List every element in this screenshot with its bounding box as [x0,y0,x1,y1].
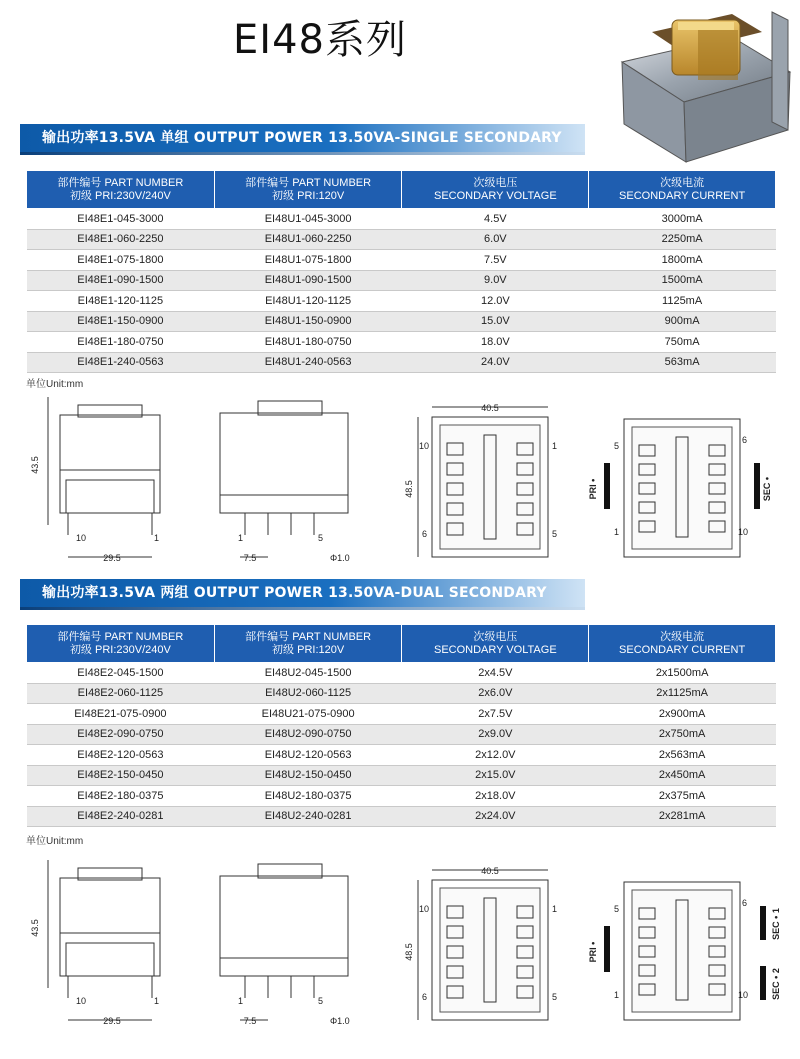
top-view [404,866,557,1020]
cell-voltage: 2x15.0V [402,765,589,786]
section-heading-single: 输出功率13.5VA 单组 OUTPUT POWER 13.50VA-SINGLE SECONDARY [20,124,585,152]
pitch-dimension: 7.5 [243,553,257,563]
unit-note: 单位Unit:mm [26,379,84,390]
cell-voltage: 24.0V [402,352,589,373]
top-pin-1: 1 [552,441,558,451]
col-header-voltage: 次级电压 SECONDARY VOLTAGE [402,625,589,663]
height-dimension: 43.5 [30,919,40,937]
table-row [27,683,776,704]
unit-note: 单位Unit:mm [26,836,84,847]
top-height-dimension: 48.5 [404,480,414,498]
schem-pin-6: 6 [742,898,748,908]
top-width-dimension: 40.5 [481,403,499,413]
cell-part-120: EI48U21-075-0900 [214,704,402,725]
cell-part-120: EI48U1-045-3000 [214,209,402,230]
cell-voltage: 2x6.0V [402,683,589,704]
cell-part-120: EI48U2-060-1125 [214,683,402,704]
schematic [588,882,781,1020]
cell-current: 900mA [589,311,776,332]
col-header-part-230: 部件编号 PART NUMBER 初级 PRI:230V/240V [27,625,215,663]
cell-part-120: EI48U2-180-0375 [214,786,402,807]
cell-part-230: EI48E2-090-0750 [27,724,215,745]
table-row [27,229,776,250]
page-title: EI48系列 [233,17,407,63]
table-row [27,250,776,271]
cell-part-120: EI48U1-075-1800 [214,250,402,271]
cell-part-230: EI48E21-075-0900 [27,704,215,725]
secondary-1-label: SEC • 1 [771,908,781,940]
top-pin-1: 1 [552,904,558,914]
col-header-current: 次级电流 SECONDARY CURRENT [589,625,776,663]
primary-terminal-bar [604,926,610,972]
height-dimension: 43.5 [30,456,40,474]
secondary-2-terminal-bar [760,966,766,1000]
spec-table-single [26,170,776,373]
cell-part-120: EI48U1-180-0750 [214,332,402,353]
cell-voltage: 2x4.5V [402,663,589,684]
cell-part-120: EI48U2-090-0750 [214,724,402,745]
cell-part-230: EI48E1-045-3000 [27,209,215,230]
cell-voltage: 2x18.0V [402,786,589,807]
cell-part-230: EI48E1-150-0900 [27,311,215,332]
primary-terminal-bar [604,463,610,509]
cell-voltage: 18.0V [402,332,589,353]
cell-voltage: 2x24.0V [402,806,589,827]
top-pin-10: 10 [419,904,430,914]
schematic [588,419,772,557]
side-view-left [30,860,160,1026]
col-header-part-230: 部件编号 PART NUMBER 初级 PRI:230V/240V [27,171,215,209]
table-row [27,270,776,291]
table-row [27,352,776,373]
secondary-1-terminal-bar [760,906,766,940]
cell-current: 3000mA [589,209,776,230]
top-view [404,403,557,557]
table-row [27,724,776,745]
cell-current: 2x900mA [589,704,776,725]
table-row [27,291,776,312]
top-width-dimension: 40.5 [481,866,499,876]
cell-current: 2x450mA [589,765,776,786]
cell-voltage: 12.0V [402,291,589,312]
cell-part-230: EI48E2-060-1125 [27,683,215,704]
cell-current: 2x563mA [589,745,776,766]
cell-voltage: 2x12.0V [402,745,589,766]
cell-part-230: EI48E1-180-0750 [27,332,215,353]
primary-label: PRI • [588,478,598,500]
col-header-part-120: 部件编号 PART NUMBER 初级 PRI:120V [214,171,402,209]
table-row [27,311,776,332]
cell-voltage: 2x9.0V [402,724,589,745]
cell-voltage: 7.5V [402,250,589,271]
side-view-right [220,401,350,563]
cell-part-230: EI48E2-180-0375 [27,786,215,807]
cell-part-120: EI48U1-060-2250 [214,229,402,250]
table-row [27,786,776,807]
col-header-part-120: 部件编号 PART NUMBER 初级 PRI:120V [214,625,402,663]
col-header-voltage: 次级电压 SECONDARY VOLTAGE [402,171,589,209]
schem-pin-5: 5 [614,441,620,451]
cell-part-120: EI48U2-240-0281 [214,806,402,827]
secondary-terminal-bar [754,463,760,509]
cell-part-120: EI48U1-120-1125 [214,291,402,312]
table-row [27,332,776,353]
cell-part-120: EI48U2-045-1500 [214,663,402,684]
table-row [27,663,776,684]
cell-part-230: EI48E1-090-1500 [27,270,215,291]
table-row [27,765,776,786]
cell-current: 2x281mA [589,806,776,827]
cell-current: 1800mA [589,250,776,271]
top-pin-6: 6 [422,992,428,1002]
schem-pin-1: 1 [614,527,620,537]
col-header-current: 次级电流 SECONDARY CURRENT [589,171,776,209]
cell-current: 2x1125mA [589,683,776,704]
cell-part-230: EI48E1-240-0563 [27,352,215,373]
drawings-dual [0,848,800,1054]
pin-label-1: 1 [238,996,244,1006]
cell-part-120: EI48U1-090-1500 [214,270,402,291]
cell-current: 2x750mA [589,724,776,745]
pin-diameter-label: Φ1.0 [330,1016,350,1026]
width-dimension: 29.5 [103,1016,121,1026]
cell-current: 750mA [589,332,776,353]
cell-part-120: EI48U1-240-0563 [214,352,402,373]
cell-voltage: 15.0V [402,311,589,332]
pin-label-right: 1 [154,533,160,543]
cell-current: 2x1500mA [589,663,776,684]
table-row [27,745,776,766]
cell-part-230: EI48E1-120-1125 [27,291,215,312]
side-view-right [220,864,350,1026]
pin-label-1: 1 [238,533,244,543]
cell-part-120: EI48U1-150-0900 [214,311,402,332]
secondary-label: SEC • [762,476,772,502]
schem-pin-5: 5 [614,904,620,914]
spec-table-dual [26,624,776,827]
drawings-single [0,385,800,575]
cell-voltage: 6.0V [402,229,589,250]
top-pin-6: 6 [422,529,428,539]
pin-label-left: 10 [76,996,87,1006]
cell-part-230: EI48E1-075-1800 [27,250,215,271]
cell-voltage: 2x7.5V [402,704,589,725]
table-row [27,806,776,827]
transformer-photo [612,2,800,166]
schem-pin-10: 10 [738,527,749,537]
table-row [27,209,776,230]
width-dimension: 29.5 [103,553,121,563]
top-pin-5: 5 [552,529,558,539]
side-view-left [30,397,160,563]
cell-current: 2x375mA [589,786,776,807]
pin-label-5: 5 [318,533,324,543]
schem-pin-6: 6 [742,435,748,445]
section-heading-dual: 输出功率13.5VA 两组 OUTPUT POWER 13.50VA-DUAL SECONDARY [20,579,585,607]
cell-voltage: 9.0V [402,270,589,291]
cell-current: 2250mA [589,229,776,250]
top-pin-10: 10 [419,441,430,451]
secondary-2-label: SEC • 2 [771,968,781,1000]
pitch-dimension: 7.5 [243,1016,257,1026]
pin-label-right: 1 [154,996,160,1006]
cell-voltage: 4.5V [402,209,589,230]
top-pin-5: 5 [552,992,558,1002]
cell-current: 1125mA [589,291,776,312]
cell-part-230: EI48E2-045-1500 [27,663,215,684]
primary-label: PRI • [588,941,598,963]
cell-part-230: EI48E2-120-0563 [27,745,215,766]
schem-pin-1: 1 [614,990,620,1000]
pin-diameter-label: Φ1.0 [330,553,350,563]
pin-label-5: 5 [318,996,324,1006]
schem-pin-10: 10 [738,990,749,1000]
cell-part-230: EI48E1-060-2250 [27,229,215,250]
table-row [27,704,776,725]
cell-current: 1500mA [589,270,776,291]
cell-part-120: EI48U2-150-0450 [214,765,402,786]
top-height-dimension: 48.5 [404,943,414,961]
cell-current: 563mA [589,352,776,373]
cell-part-120: EI48U2-120-0563 [214,745,402,766]
cell-part-230: EI48E2-240-0281 [27,806,215,827]
cell-part-230: EI48E2-150-0450 [27,765,215,786]
pin-label-left: 10 [76,533,87,543]
